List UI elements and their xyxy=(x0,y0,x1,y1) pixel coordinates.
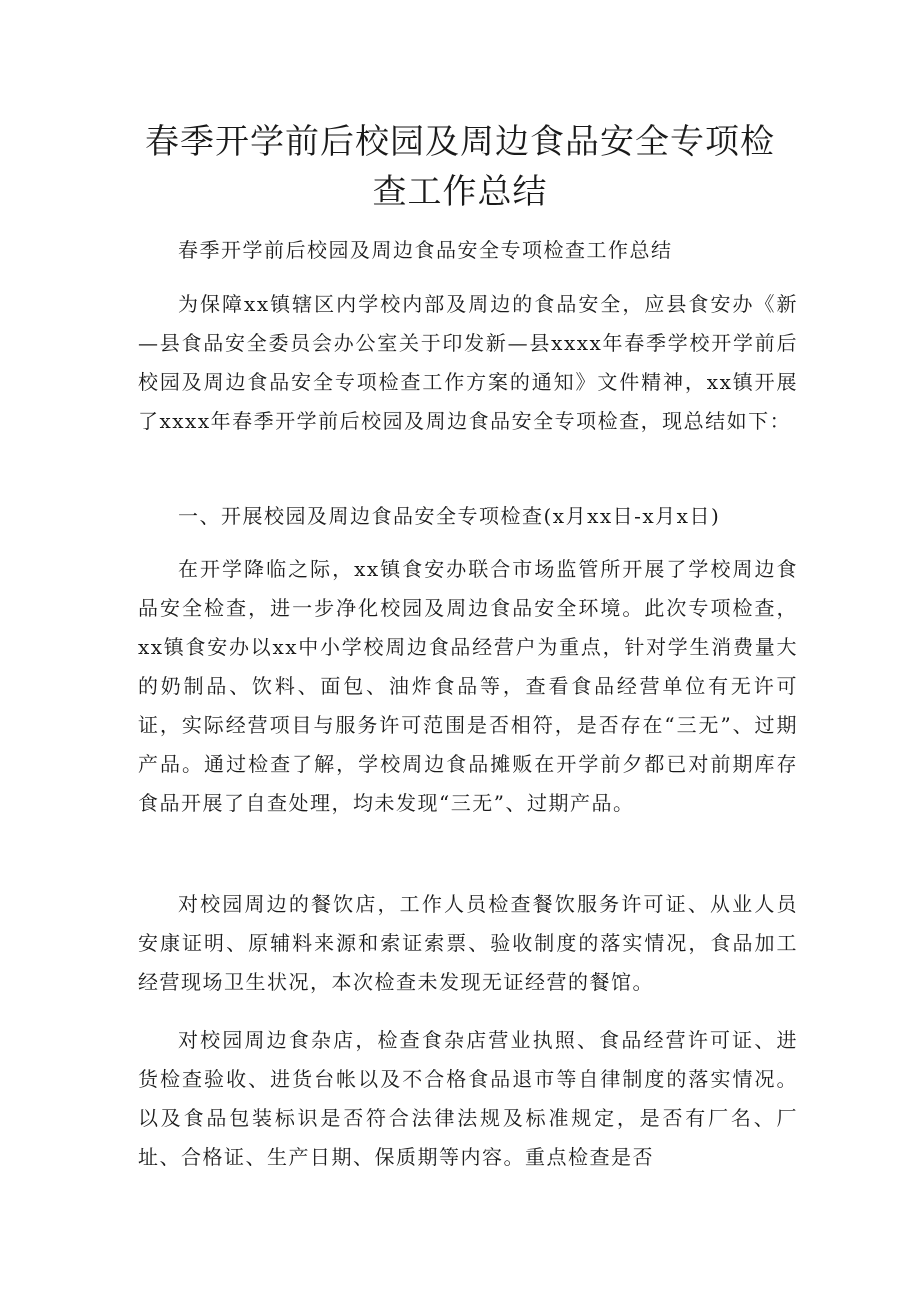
document-title-line-1: 春季开学前后校园及周边食品安全专项检 xyxy=(145,122,775,162)
document-title-line-2: 查工作总结 xyxy=(372,172,548,212)
body-paragraph-3: 对校园周边食杂店，检查食杂店营业执照、食品经营许可证、进货检查验收、进货台帐以及不合格食品退市等自律制度的落实情况。以及食品包装标识是否符合法律法规及标准规定，是否有厂名、厂址、合格证、生产日期、保质期等内容。重点检查是否 xyxy=(138,1028,798,1169)
document-subtitle: 春季开学前后校园及周边食品安全专项检查工作总结 xyxy=(178,238,673,262)
section-heading: 一、开展校园及周边食品安全专项检查(x月xx日-x月x日) xyxy=(178,504,721,528)
body-paragraph-2: 对校园周边的餐饮店，工作人员检查餐饮服务许可证、从业人员安康证明、原辅料来源和索证索票、验收制度的落实情况，食品加工经营现场卫生状况，本次检查未发现无证经营的餐馆。 xyxy=(138,892,798,994)
intro-paragraph: 为保障xx镇辖区内学校内部及周边的食品安全，应县食安办《新—县食品安全委员会办公室关于印发新—县xxxx年春季学校开学前后校园及周边食品安全专项检查工作方案的通知》文件精神，xx镇开展了xxxx年春季开学前后校园及周边食品安全专项检查，现总结如下： xyxy=(138,292,798,433)
body-paragraph-1: 在开学降临之际，xx镇食安办联合市场监管所开展了学校周边食品安全检查，进一步净化校园及周边食品安全环境。此次专项检查，xx镇食安办以xx中小学校周边食品经营户为重点，针对学生消费量大的奶制品、饮料、面包、油炸食品等，查看食品经营单位有无许可证，实际经营项目与服务许可范围是否相符，是否存在“三无”、过期产品。通过检查了解，学校周边食品摊贩在开学前夕都已对前期库存食品开展了自查处理，均未发现“三无”、过期产品。 xyxy=(138,557,798,815)
